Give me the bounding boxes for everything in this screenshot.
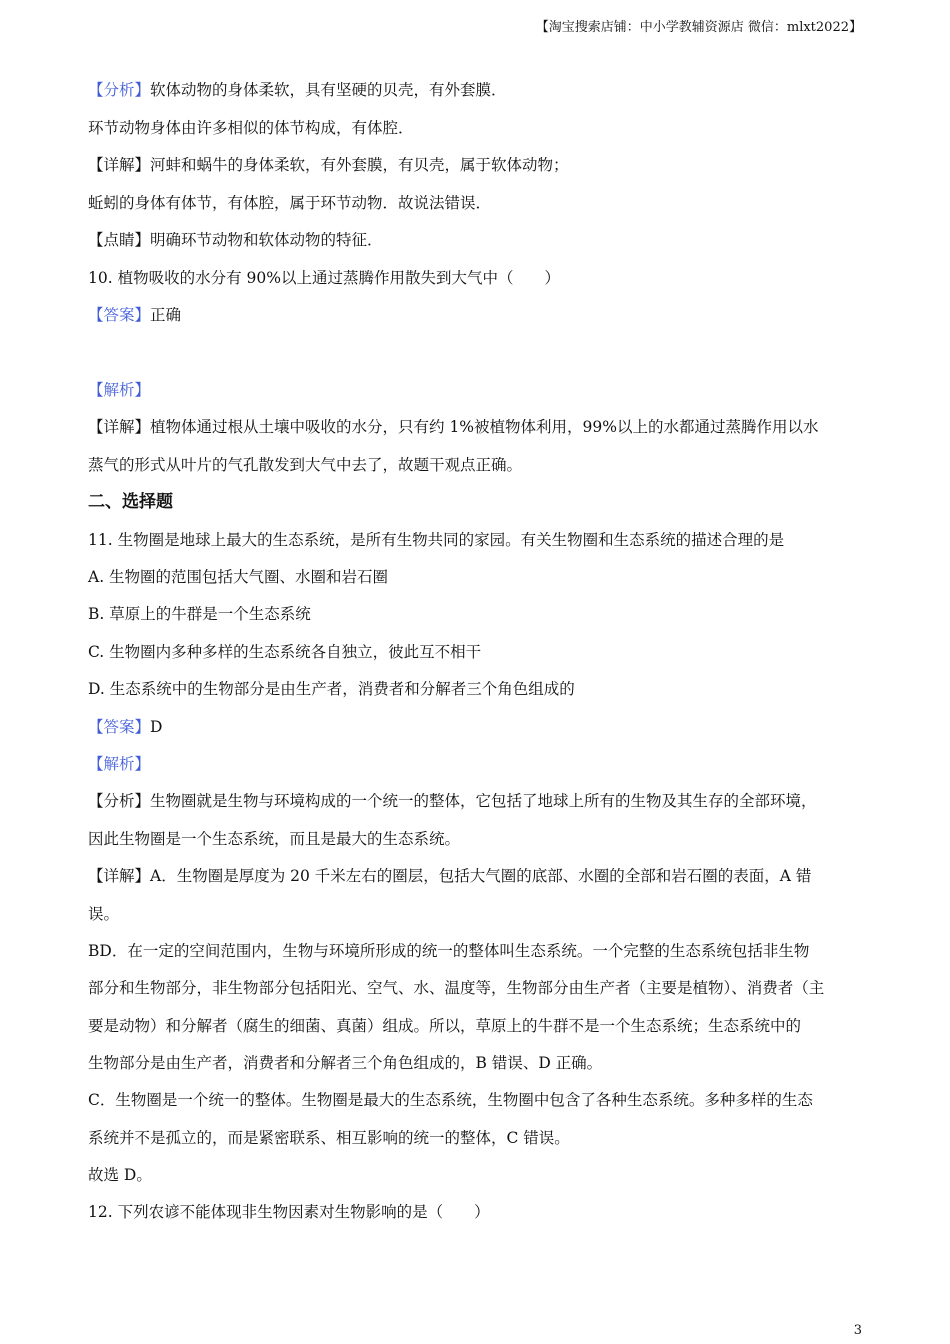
q11-detail-bd-line-2: 部分和生物部分，非生物部分包括阳光、空气、水、温度等，生物部分由生产者（主要是植物）、消费者（主	[88, 979, 825, 997]
analysis-text: 软体动物的身体柔软，具有坚硬的贝壳，有外套膜．	[150, 81, 507, 99]
detail-tag: 【详解】	[88, 418, 151, 436]
answer-text: 正确	[150, 306, 182, 324]
q9-analysis-line-2: 环节动物身体由许多相似的体节构成，有体腔．	[88, 119, 414, 137]
q11-detail-c-line-2: 系统并不是孤立的，而是紧密联系、相互影响的统一的整体，C 错误。	[88, 1129, 570, 1147]
detail-text: 植物体通过根从土壤中吸收的水分，只有约 1%被植物体利用，99%以上的水都通过蒸腾作用以水	[150, 418, 819, 436]
q9-tip-line	[88, 230, 383, 250]
q11-option-d: D. 生态系统中的生物部分是由生产者，消费者和分解者三个角色组成的	[88, 680, 575, 698]
page-header: 【淘宝搜索店铺：中小学教辅资源店 微信：mlxt2022】	[535, 20, 862, 35]
q11-option-a: A. 生物圈的范围包括大气圈、水圈和岩石圈	[88, 568, 389, 586]
q11-option-b: B. 草原上的牛群是一个生态系统	[88, 605, 311, 623]
q9-detail-line-2: 蚯蚓的身体有体节，有体腔，属于环节动物．故说法错误．	[88, 194, 492, 212]
q10-detail-line	[88, 417, 819, 437]
detail-text: A．生物圈是厚度为 20 千米左右的圈层，包括大气圈的底部、水圈的全部和岩石圈的表面，A 错	[150, 867, 812, 885]
q11-conclusion: 故选 D。	[88, 1166, 152, 1184]
analysis-tag: 【分析】	[88, 792, 151, 810]
analysis-text: 生物圈就是生物与环境构成的一个统一的整体，它包括了地球上所有的生物及其生存的全部环境，	[150, 792, 817, 810]
q10-detail-line-2: 蒸气的形式从叶片的气孔散发到大气中去了，故题干观点正确。	[88, 456, 523, 474]
q11-analysis-line-2: 因此生物圈是一个生态系统，而且是最大的生态系统。	[88, 830, 461, 848]
q11-option-c: C. 生物圈内多种多样的生态系统各自独立，彼此互不相干	[88, 643, 482, 661]
q11-jiexi-tag: 【解析】	[88, 755, 151, 773]
q9-analysis-line	[88, 80, 507, 100]
answer-text: D	[150, 718, 163, 736]
analysis-tag: 【分析】	[88, 81, 151, 99]
detail-tag: 【详解】	[88, 867, 151, 885]
q10-stem: 10. 植物吸收的水分有 90%以上通过蒸腾作用散失到大气中（ ）	[88, 269, 560, 287]
q12-stem: 12. 下列农谚不能体现非生物因素对生物影响的是（ ）	[88, 1203, 490, 1221]
tip-text: 明确环节动物和软体动物的特征．	[150, 231, 383, 249]
q10-jiexi-tag: 【解析】	[88, 381, 151, 399]
q11-analysis-line	[88, 791, 817, 811]
q11-detail-line	[88, 866, 811, 886]
q11-answer-line	[88, 717, 162, 737]
section-title: 二、选择题	[88, 492, 173, 512]
q9-detail-line	[88, 155, 569, 175]
q11-stem: 11. 生物圈是地球上最大的生态系统，是所有生物共同的家园。有关生物圈和生态系统的描述合理的是	[88, 531, 785, 549]
q10-answer-line	[88, 305, 181, 325]
q11-detail-bd-line-4: 生物部分是由生产者，消费者和分解者三个角色组成的，B 错误、D 正确。	[88, 1054, 603, 1072]
answer-tag: 【答案】	[88, 718, 151, 736]
detail-tag: 【详解】	[88, 156, 151, 174]
q11-detail-c-line-1: C．生物圈是一个统一的整体。生物圈是最大的生态系统，生物圈中包含了各种生态系统。多种多样的生态	[88, 1091, 813, 1109]
q11-detail-a-line-2: 误。	[88, 905, 120, 923]
q11-detail-bd-line-1: BD．在一定的空间范围内，生物与环境所形成的统一的整体叫生态系统。一个完整的生态系统包括非生物	[88, 942, 810, 960]
q11-detail-bd-line-3: 要是动物）和分解者（腐生的细菌、真菌）组成。所以，草原上的牛群不是一个生态系统；生态系统中的	[88, 1017, 802, 1035]
answer-tag: 【答案】	[88, 306, 151, 324]
tip-tag: 【点睛】	[88, 231, 151, 249]
page-number: 3	[853, 1323, 862, 1338]
detail-text: 河蚌和蜗牛的身体柔软，有外套膜，有贝壳，属于软体动物；	[150, 156, 569, 174]
